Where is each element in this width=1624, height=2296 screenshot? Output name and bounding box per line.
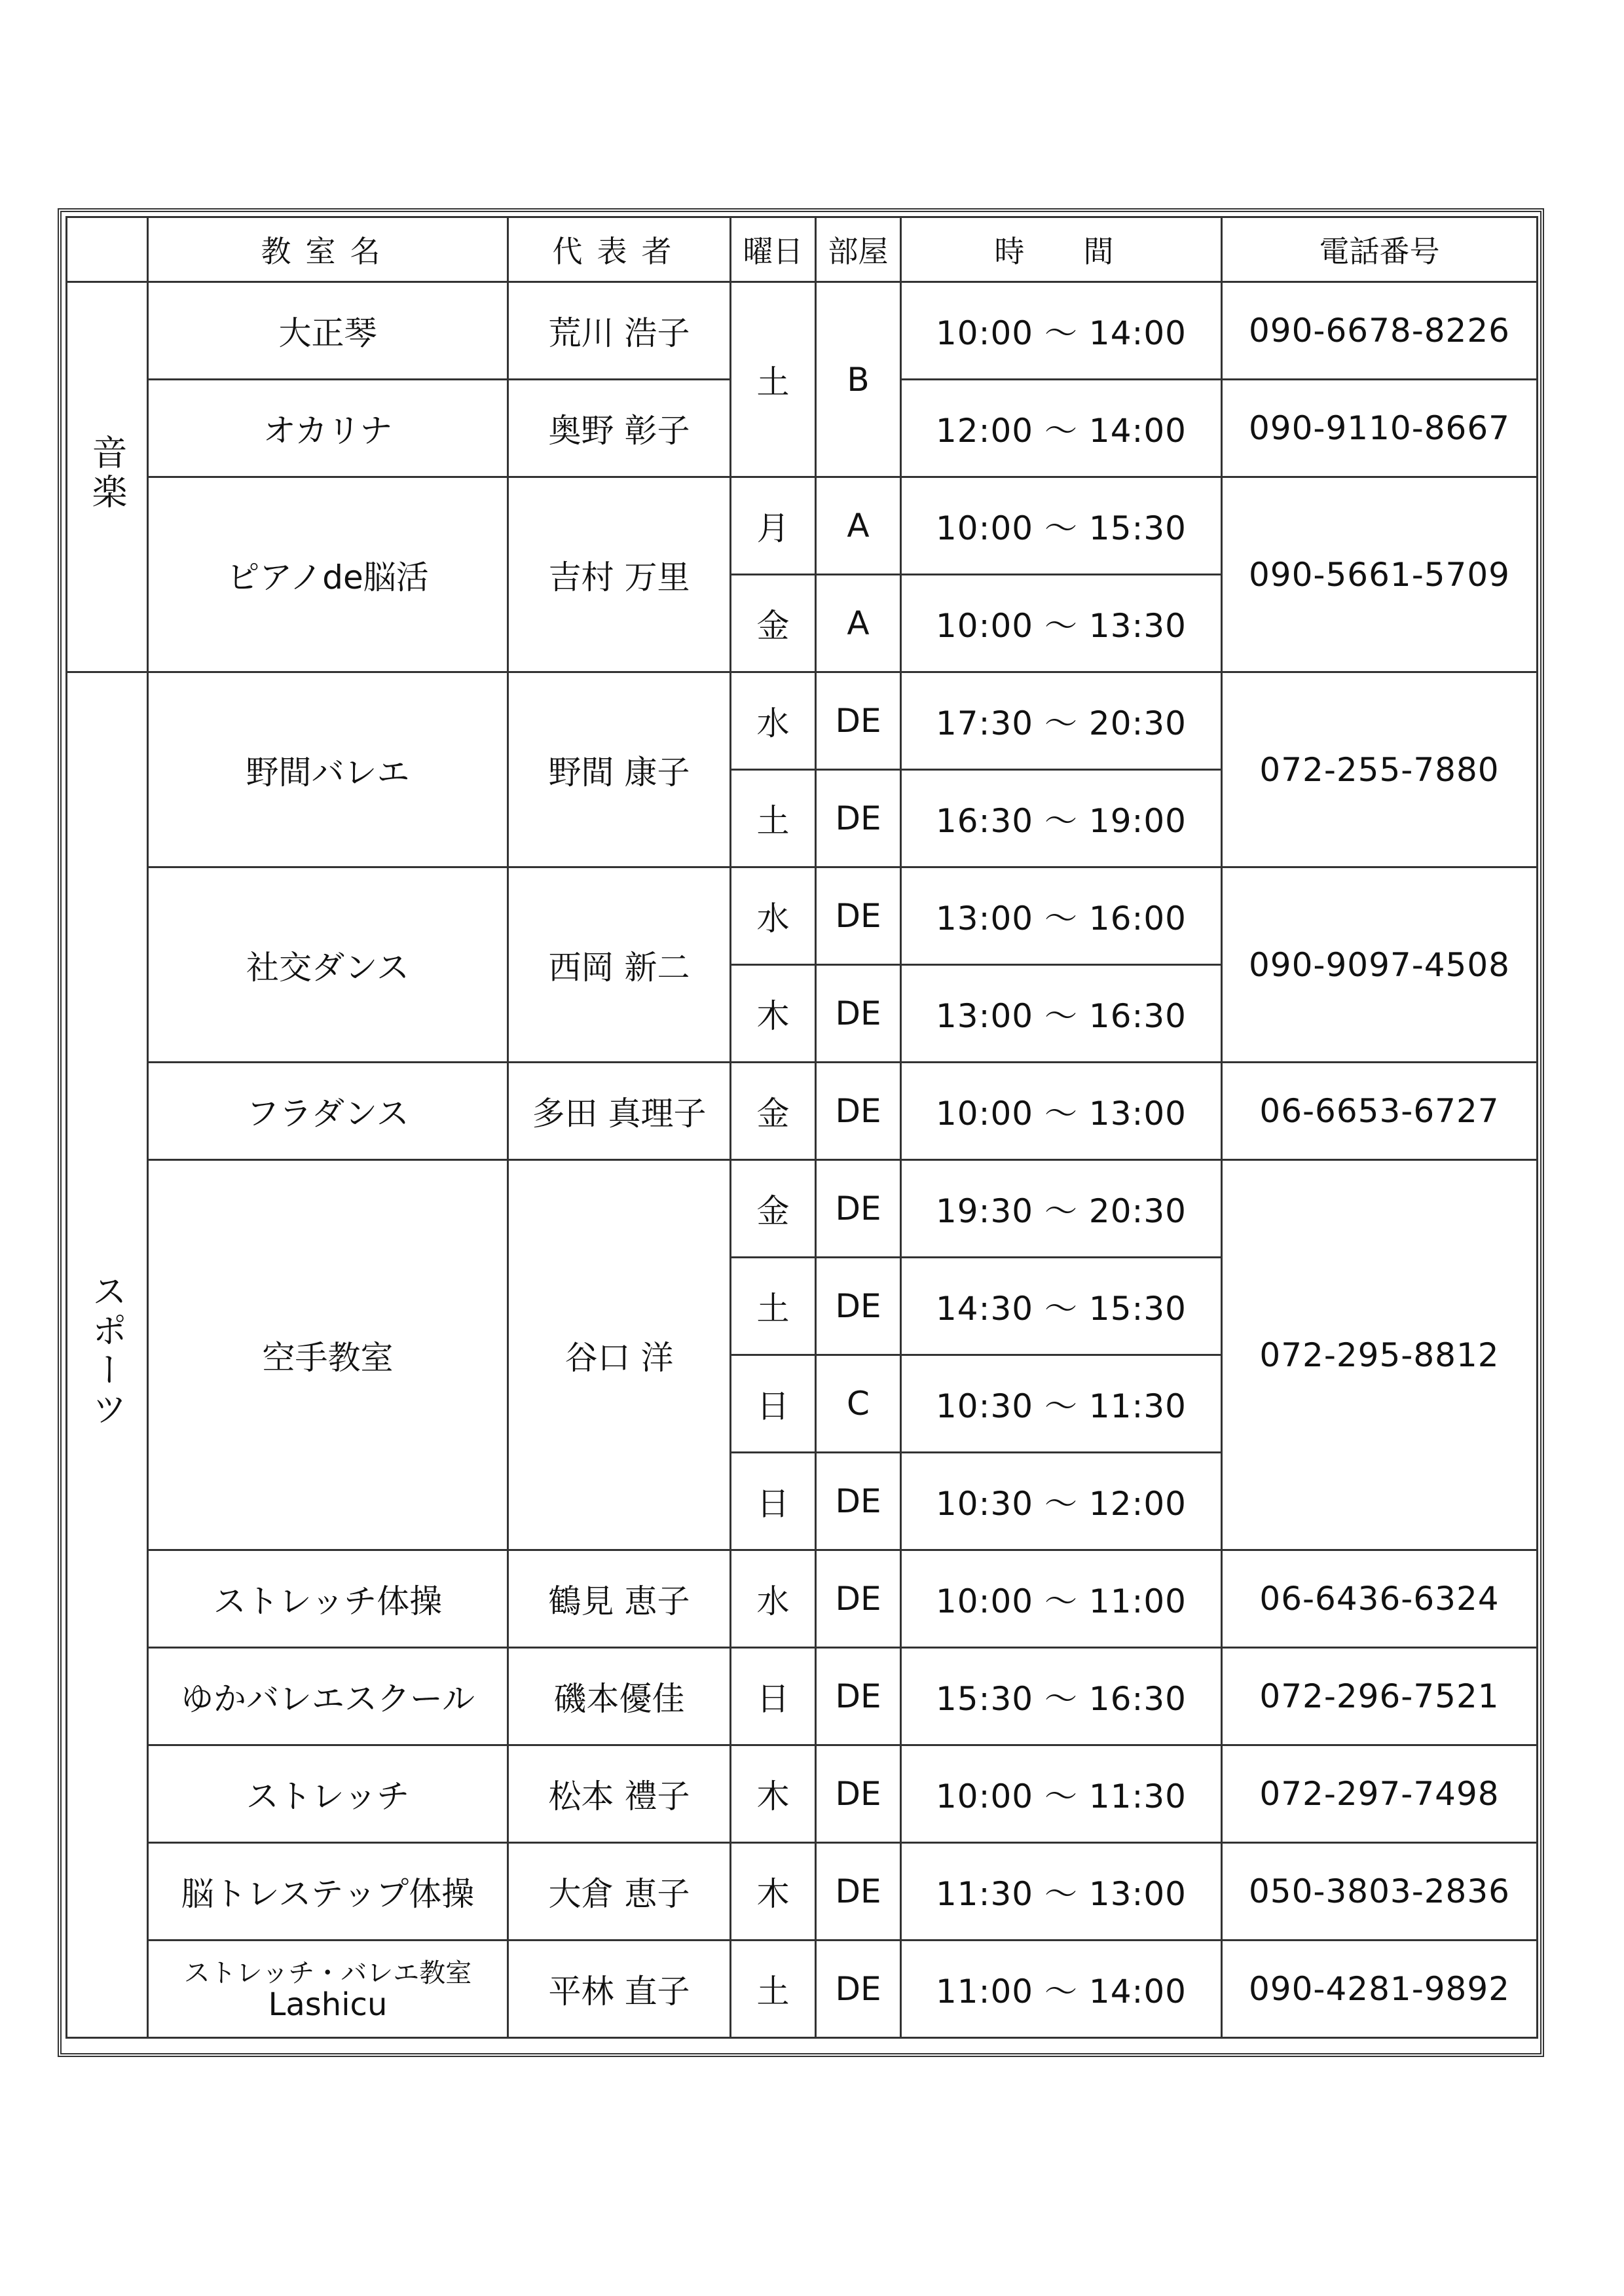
representative: 西岡 新二 — [508, 867, 731, 1063]
time: 14:30 ～ 15:30 — [901, 1258, 1222, 1355]
header-time: 時 間 — [901, 217, 1222, 282]
day: 日 — [731, 1648, 816, 1745]
time: 15:30 ～ 16:30 — [901, 1648, 1222, 1745]
table-row — [67, 282, 1538, 380]
class-name: 大正琴 — [148, 282, 508, 380]
table-row — [67, 1160, 1538, 1258]
time: 10:00 ～ 11:00 — [901, 1550, 1222, 1648]
phone: 050-3803-2836 — [1222, 1843, 1538, 1941]
room: DE — [816, 1843, 901, 1941]
room: DE — [816, 1648, 901, 1745]
time: 10:00 ～ 14:00 — [901, 282, 1222, 380]
table-row — [67, 867, 1538, 965]
class-name: ストレッチ — [148, 1745, 508, 1843]
day: 土 — [731, 770, 816, 867]
room: DE — [816, 965, 901, 1063]
time: 10:00 ～ 13:00 — [901, 1063, 1222, 1160]
day: 日 — [731, 1355, 816, 1453]
room: A — [816, 477, 901, 575]
class-name: 脳トレステップ体操 — [148, 1843, 508, 1941]
class-schedule-table — [65, 216, 1538, 2039]
phone: 072-297-7498 — [1222, 1745, 1538, 1843]
header-class-name: 教室名 — [148, 217, 508, 282]
time: 10:00 ～ 15:30 — [901, 477, 1222, 575]
representative: 鶴見 恵子 — [508, 1550, 731, 1648]
room: DE — [816, 1160, 901, 1258]
representative: 奥野 彰子 — [508, 380, 731, 477]
phone: 090-6678-8226 — [1222, 282, 1538, 380]
day: 木 — [731, 965, 816, 1063]
room: DE — [816, 867, 901, 965]
time: 10:00 ～ 11:30 — [901, 1745, 1222, 1843]
representative: 谷口 洋 — [508, 1160, 731, 1550]
representative: 平林 直子 — [508, 1941, 731, 2038]
table-row — [67, 1648, 1538, 1745]
time: 10:00 ～ 13:30 — [901, 575, 1222, 672]
class-name: 社交ダンス — [148, 867, 508, 1063]
phone: 090-9097-4508 — [1222, 867, 1538, 1063]
table-row — [67, 1063, 1538, 1160]
category-music: 音楽 — [67, 282, 148, 672]
header-day: 曜日 — [731, 217, 816, 282]
day: 日 — [731, 1453, 816, 1550]
room: DE — [816, 1550, 901, 1648]
class-name: オカリナ — [148, 380, 508, 477]
day: 金 — [731, 575, 816, 672]
room: B — [816, 282, 901, 477]
room: DE — [816, 770, 901, 867]
header-room: 部屋 — [816, 217, 901, 282]
representative: 荒川 浩子 — [508, 282, 731, 380]
time: 11:30 ～ 13:00 — [901, 1843, 1222, 1941]
day: 土 — [731, 282, 816, 477]
day: 木 — [731, 1843, 816, 1941]
day: 水 — [731, 672, 816, 770]
time: 10:30 ～ 11:30 — [901, 1355, 1222, 1453]
phone: 06-6653-6727 — [1222, 1063, 1538, 1160]
phone: 072-295-8812 — [1222, 1160, 1538, 1550]
representative: 吉村 万里 — [508, 477, 731, 672]
time: 12:00 ～ 14:00 — [901, 380, 1222, 477]
phone: 06-6436-6324 — [1222, 1550, 1538, 1648]
representative: 松本 禮子 — [508, 1745, 731, 1843]
category-sports: スポーツ — [67, 672, 148, 2038]
room: DE — [816, 1941, 901, 2038]
phone: 090-4281-9892 — [1222, 1941, 1538, 2038]
time: 11:00 ～ 14:00 — [901, 1941, 1222, 2038]
room: C — [816, 1355, 901, 1453]
class-name: フラダンス — [148, 1063, 508, 1160]
room: DE — [816, 1063, 901, 1160]
representative: 大倉 恵子 — [508, 1843, 731, 1941]
class-name: ストレッチ体操 — [148, 1550, 508, 1648]
day: 水 — [731, 1550, 816, 1648]
day: 月 — [731, 477, 816, 575]
phone: 072-296-7521 — [1222, 1648, 1538, 1745]
header-representative: 代表者 — [508, 217, 731, 282]
room: DE — [816, 1745, 901, 1843]
table-row — [67, 1550, 1538, 1648]
time: 16:30 ～ 19:00 — [901, 770, 1222, 867]
day: 木 — [731, 1745, 816, 1843]
room: DE — [816, 1258, 901, 1355]
room: DE — [816, 672, 901, 770]
representative: 磯本優佳 — [508, 1648, 731, 1745]
class-name — [148, 1941, 508, 2038]
class-name: ピアノde脳活 — [148, 477, 508, 672]
time: 19:30 ～ 20:30 — [901, 1160, 1222, 1258]
table-row — [67, 1941, 1538, 2038]
header-category — [67, 217, 148, 282]
table-row — [67, 1745, 1538, 1843]
room: DE — [816, 1453, 901, 1550]
representative: 野間 康子 — [508, 672, 731, 867]
time: 13:00 ～ 16:30 — [901, 965, 1222, 1063]
class-name-line2: Lashicu — [268, 1986, 388, 2023]
table-row — [67, 477, 1538, 575]
table-row — [67, 1843, 1538, 1941]
room: A — [816, 575, 901, 672]
time: 10:30 ～ 12:00 — [901, 1453, 1222, 1550]
class-name: ゆかバレエスクール — [148, 1648, 508, 1745]
header-phone: 電話番号 — [1222, 217, 1538, 282]
day: 水 — [731, 867, 816, 965]
time: 13:00 ～ 16:00 — [901, 867, 1222, 965]
header-row — [67, 217, 1538, 282]
class-name: 空手教室 — [148, 1160, 508, 1550]
class-name: 野間バレエ — [148, 672, 508, 867]
table-row — [67, 672, 1538, 770]
phone: 072-255-7880 — [1222, 672, 1538, 867]
phone: 090-5661-5709 — [1222, 477, 1538, 672]
day: 金 — [731, 1063, 816, 1160]
representative: 多田 真理子 — [508, 1063, 731, 1160]
time: 17:30 ～ 20:30 — [901, 672, 1222, 770]
day: 土 — [731, 1941, 816, 2038]
phone: 090-9110-8667 — [1222, 380, 1538, 477]
class-name-line1: ストレッチ・バレエ教室 — [183, 1958, 472, 1988]
day: 土 — [731, 1258, 816, 1355]
day: 金 — [731, 1160, 816, 1258]
